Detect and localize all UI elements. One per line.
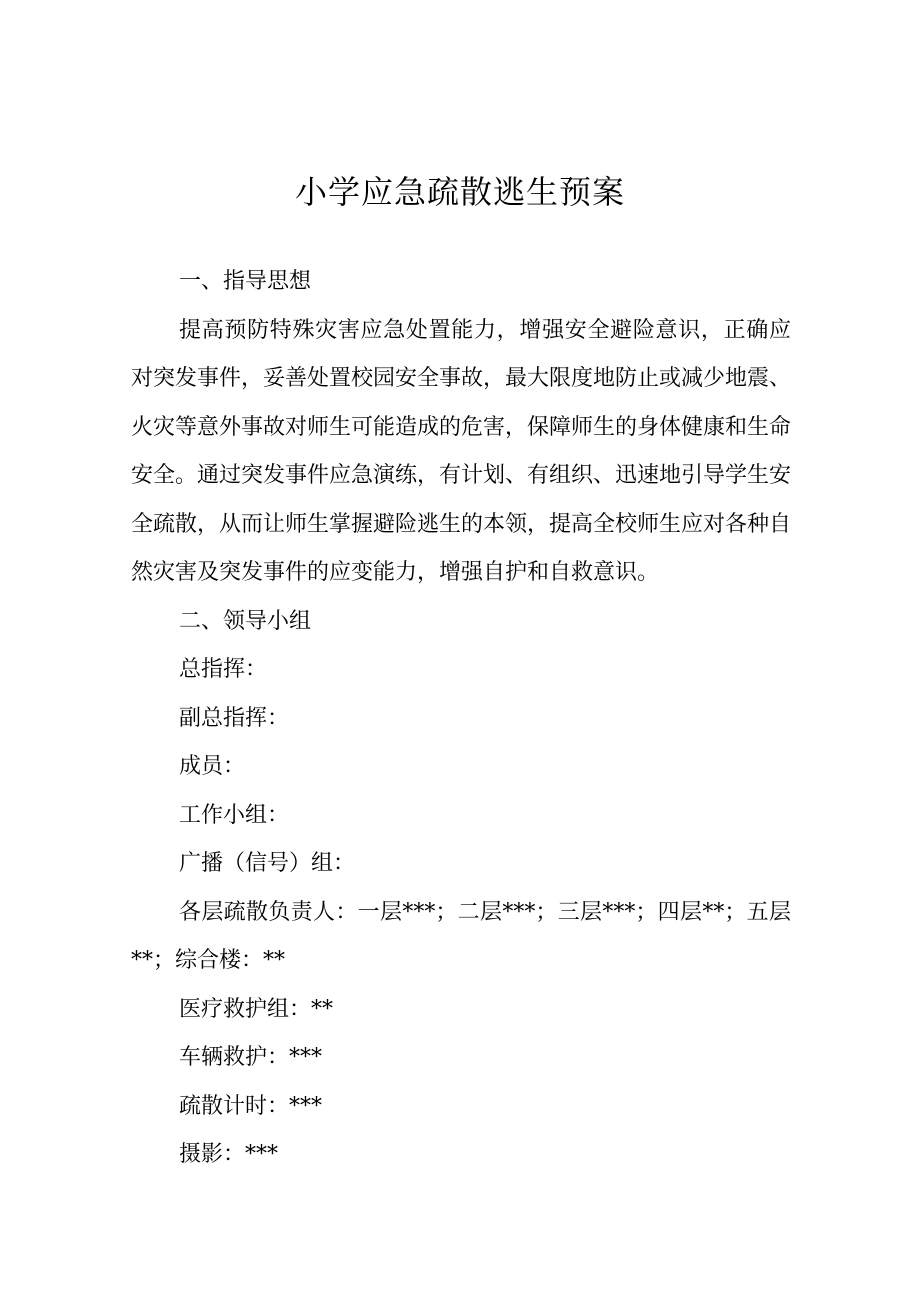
line-floor-evacuation-leads: 各层疏散负责人：一层***；二层***；三层***；四层**；五层**；综合楼：** <box>131 899 791 973</box>
line-working-group: 工作小组： <box>179 802 290 828</box>
line-members: 成员： <box>179 754 246 779</box>
line-medical-rescue-group: 医疗救护组：** <box>179 996 334 1022</box>
paragraph-guiding-ideology: 提高预防特殊灾害应急处置能力，增强安全避险意识，正确应对突发事件，妥善处置校园安全事故，最大限度地防止或减少地震、火灾等意外事故对师生可能造成的危害，保障师生的身体健康和生命安全。通过突发事件应急演练，有计划、有组织、迅速地引导学生安全疏散，从而让师生掌握避险逃生的本领，提高全校师生应对各种自然灾害及突发事件的应变能力，增强自护和自救意识。 <box>131 317 792 585</box>
line-evacuation-timing: 疏散计时：*** <box>179 1093 323 1119</box>
line-photography: 摄影：*** <box>179 1142 279 1167</box>
document-title: 小学应急疏散逃生预案 <box>294 173 625 211</box>
line-vehicle-rescue: 车辆救护：*** <box>179 1045 323 1070</box>
line-deputy-commander: 副总指挥： <box>179 705 290 731</box>
section-heading-guiding-ideology: 一、指导思想 <box>179 269 312 294</box>
line-broadcast-group: 广播（信号）组： <box>179 851 356 876</box>
section-heading-leadership-group: 二、领导小组 <box>179 608 312 634</box>
line-commander-in-chief: 总指挥： <box>179 657 268 682</box>
document-body <box>131 258 791 1180</box>
